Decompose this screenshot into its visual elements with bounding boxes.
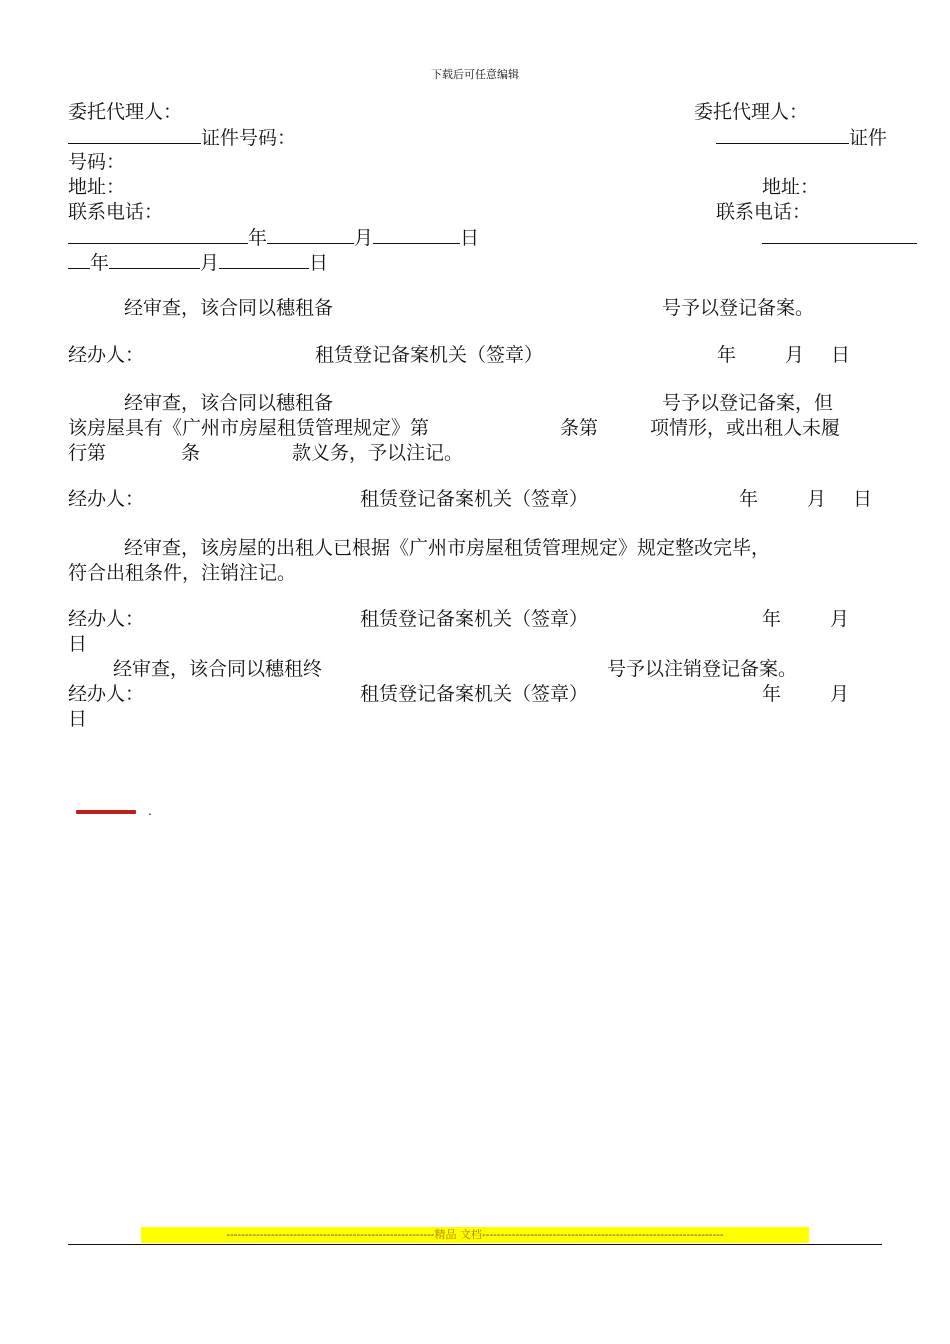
right-id-label-b: 号码： (68, 151, 126, 173)
right-year-blank-a[interactable] (762, 225, 917, 244)
footer-banner (141, 1227, 809, 1243)
right-year-label: 年 (90, 252, 110, 274)
s2-authority-label: 租赁登记备案机关（签章） (360, 488, 589, 510)
footer-dashes-left: -------------------------------------------------------- (226, 1228, 435, 1241)
footer-dashes-right: ----------------------------------------------------------------- (482, 1228, 724, 1241)
right-year-blank-b[interactable] (68, 250, 90, 269)
s4-text-a: 经审查，该合同以穗租终 (113, 658, 323, 680)
s4-month: 月 (830, 683, 850, 705)
s1-day: 日 (831, 344, 851, 366)
left-address-label: 地址： (68, 176, 126, 198)
s2-line2-a: 该房屋具有《广州市房屋租赁管理规定》第 (68, 417, 430, 439)
s3-year: 年 (762, 608, 782, 630)
left-day-label: 日 (460, 227, 480, 249)
s3-line2: 符合出租条件，注销注记。 (68, 562, 297, 584)
s4-authority-label: 租赁登记备案机关（签章） (360, 683, 589, 705)
s2-line1-b: 号予以登记备案，但 (662, 392, 834, 414)
right-month-label: 月 (200, 252, 220, 274)
left-phone-label: 联系电话： (68, 201, 164, 223)
left-agent-label: 委托代理人： (68, 101, 183, 123)
right-day-label: 日 (309, 252, 329, 274)
s2-day: 日 (853, 488, 873, 510)
s2-line2-b: 条第 (560, 417, 599, 439)
right-agent-label: 委托代理人： (694, 101, 809, 123)
left-date-row (68, 225, 479, 250)
s4-handler-label: 经办人： (68, 683, 145, 705)
s2-line2-c: 项情形，或出租人未履 (650, 417, 841, 439)
right-date-row (68, 250, 328, 275)
footer-label: 精品 文档 (434, 1228, 483, 1241)
right-agent-blank[interactable] (716, 125, 849, 144)
left-id-label: 证件号码： (201, 127, 297, 149)
right-day-blank[interactable] (219, 250, 309, 269)
red-decoration-bar (76, 810, 136, 814)
right-month-blank[interactable] (109, 250, 200, 269)
download-note: 下载后可任意编辑 (431, 68, 519, 81)
s2-month: 月 (807, 488, 827, 510)
s1-text-a: 经审查，该合同以穗租备 (124, 297, 334, 319)
left-year-blank[interactable] (68, 225, 248, 244)
s4-year: 年 (762, 683, 782, 705)
right-phone-label: 联系电话： (716, 201, 812, 223)
right-id-label-a: 证件 (849, 127, 888, 149)
s1-year: 年 (717, 344, 737, 366)
s2-line3-c: 款义务，予以注记。 (292, 442, 464, 464)
s2-line3-b: 条 (181, 442, 201, 464)
left-agent-blank[interactable] (68, 125, 201, 144)
s4-day: 日 (68, 708, 88, 730)
left-day-blank[interactable] (373, 225, 460, 244)
s3-month: 月 (830, 608, 850, 630)
s1-text-b: 号予以登记备案。 (662, 297, 815, 319)
left-id-row (68, 125, 296, 150)
s4-text-b: 号予以注销登记备案。 (607, 658, 798, 680)
s3-line1: 经审查，该房屋的出租人已根据《广州市房屋租赁管理规定》规定整改完毕， (124, 537, 771, 559)
left-month-blank[interactable] (267, 225, 354, 244)
right-id-row (716, 125, 887, 150)
left-month-label: 月 (354, 227, 374, 249)
footer-rule (68, 1244, 882, 1245)
s3-authority-label: 租赁登记备案机关（签章） (360, 608, 589, 630)
s1-authority-label: 租赁登记备案机关（签章） (315, 344, 544, 366)
right-address-label: 地址： (762, 176, 820, 198)
left-year-label: 年 (248, 227, 268, 249)
s2-line1-a: 经审查，该合同以穗租备 (124, 392, 334, 414)
s2-handler-label: 经办人： (68, 488, 145, 510)
s3-day: 日 (68, 633, 88, 655)
s1-month: 月 (785, 344, 805, 366)
s3-handler-label: 经办人： (68, 608, 145, 630)
s2-year: 年 (739, 488, 759, 510)
stray-dot: . (148, 804, 152, 818)
s1-handler-label: 经办人： (68, 344, 145, 366)
s2-line3-a: 行第 (68, 442, 107, 464)
right-date-row-start (762, 225, 917, 250)
